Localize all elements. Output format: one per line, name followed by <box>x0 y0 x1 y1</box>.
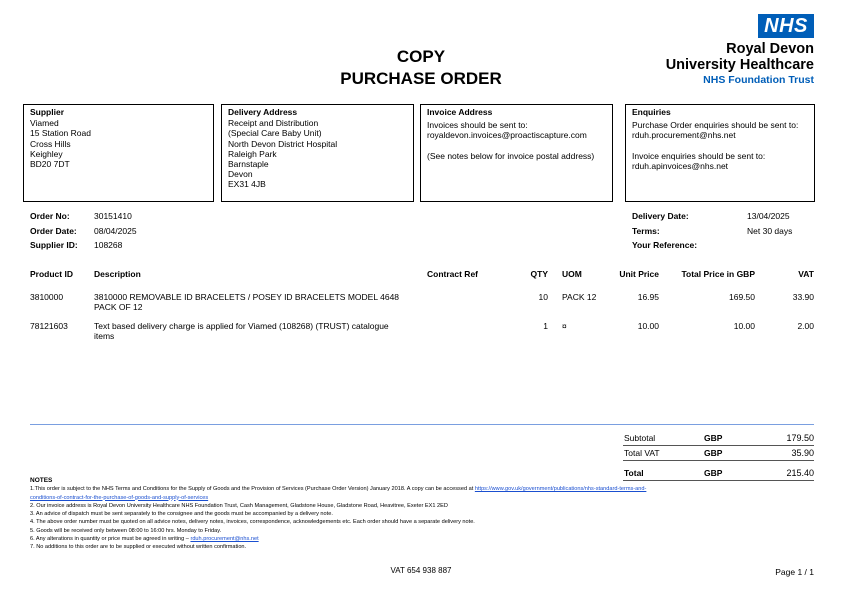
supplier-box <box>23 104 214 202</box>
col-header-uom: UOM <box>562 269 582 279</box>
total-value: 215.40 <box>786 468 814 478</box>
row1-description-line1: 3810000 REMOVABLE ID BRACELETS / POSEY ID BRACELETS MODEL 4648 <box>94 292 400 302</box>
org-name-line1: Royal Devon <box>726 41 814 57</box>
total-vat-label: Total VAT <box>624 448 660 458</box>
terms-label: Terms: <box>632 226 660 236</box>
note-1 <box>30 485 814 502</box>
row2-product-id: 78121603 <box>30 321 68 331</box>
col-header-description: Description <box>94 269 141 279</box>
apinvoices-email-link[interactable]: rduh.apinvoices@nhs.net <box>632 160 729 171</box>
row2-description-line1: Text based delivery charge is applied for Viamed (108268) (TRUST) catalogue <box>94 321 389 331</box>
supplier-id-value: 108268 <box>94 240 123 250</box>
row2-qty: 1 <box>543 321 548 331</box>
row1-description <box>94 292 424 312</box>
row2-description <box>94 321 424 341</box>
col-header-contract-ref: Contract Ref <box>427 269 479 279</box>
delivery-date-label: Delivery Date: <box>632 211 689 221</box>
invoice-address-line: Invoices should be sent to: <box>427 120 528 131</box>
row1-unit-price: 16.95 <box>637 292 659 302</box>
enquiries-line: Purchase Order enquiries should be sent to: <box>632 120 799 131</box>
delivery-address-line: EX31 4JB <box>228 179 266 190</box>
procurement-email-link-note[interactable]: rduh.procurement@nhs.net <box>190 536 259 543</box>
col-header-vat: VAT <box>798 269 814 279</box>
subtotal-rule <box>623 445 814 446</box>
total-vat-value: 35.90 <box>791 448 814 458</box>
order-date-value: 08/04/2025 <box>94 226 137 236</box>
row2-uom: ¤ <box>562 321 567 331</box>
row2-description-line2: items <box>94 331 115 341</box>
note-4: 4. The above order number must be quoted on all advice notes, delivery notes, invoices, correspondence, acknowledgements etc. Each order should have a separate delivery note. <box>30 519 475 526</box>
document-title: PURCHASE ORDER <box>340 69 502 88</box>
notes-heading: NOTES <box>30 477 53 484</box>
supplier-heading: Supplier <box>30 107 65 117</box>
subtotal-currency: GBP <box>704 433 723 443</box>
invoice-address-line: (See notes below for invoice postal address) <box>427 150 595 161</box>
supplier-line: Cross Hills <box>30 138 71 149</box>
total-label: Total <box>624 468 644 478</box>
note-5: 5. Goods will be received only between 08:00 to 16:00 hrs. Monday to Friday. <box>30 527 222 534</box>
nhs-logo-badge: NHS <box>758 14 814 38</box>
delivery-address-heading: Delivery Address <box>228 107 298 117</box>
col-header-qty: QTY <box>530 269 548 279</box>
row2-vat: 2.00 <box>797 321 814 331</box>
delivery-address-line: Barnstaple <box>228 159 269 170</box>
enquiries-heading: Enquiries <box>632 107 671 117</box>
terms-link[interactable]: https://www.gov.uk/government/publications/nhs-standard-terms-and- <box>474 486 647 493</box>
order-no-value: 30151410 <box>94 211 132 221</box>
table-separator <box>30 424 814 425</box>
delivery-address-line: Raleigh Park <box>228 148 277 159</box>
row2-total-price: 10.00 <box>733 321 755 331</box>
subtotal-value: 179.50 <box>786 433 814 443</box>
total-vat-currency: GBP <box>704 448 723 458</box>
supplier-line: BD20 7DT <box>30 159 70 170</box>
invoice-address-line <box>427 141 606 151</box>
supplier-id-label: Supplier ID: <box>30 240 78 250</box>
row1-qty: 10 <box>538 292 548 302</box>
vat-number: VAT 654 938 887 <box>390 566 452 575</box>
page-number: Page 1 / 1 <box>775 567 814 577</box>
enquiries-line <box>632 141 808 151</box>
delivery-address-line: (Special Care Baby Unit) <box>228 128 322 139</box>
copy-label: COPY <box>396 47 446 66</box>
total-currency: GBP <box>704 468 723 478</box>
note-2: 2. Our invoice address is Royal Devon University Healthcare NHS Foundation Trust, Cash Management, Gladstone House, Gladstone Road, Heavitree, Exeter EX1 2ED <box>30 502 448 509</box>
delivery-address-line: North Devon District Hospital <box>228 138 338 149</box>
note-3: 3. An advice of dispatch must be sent separately to the consignee and the goods must be accompanied by a delivery note. <box>30 511 333 518</box>
invoice-address-box <box>420 104 613 202</box>
row1-description-line2: PACK OF 12 <box>94 302 143 312</box>
supplier-line: 15 Station Road <box>30 128 91 139</box>
terms-value: Net 30 days <box>747 226 793 236</box>
subtotal-label: Subtotal <box>624 433 656 443</box>
note-7: 7. No additions to this order are to be supplied or executed without written confirmation. <box>30 544 247 551</box>
row1-product-id: 3810000 <box>30 292 64 302</box>
row1-uom: PACK 12 <box>562 292 597 302</box>
org-name-line3: NHS Foundation Trust <box>703 74 814 86</box>
col-header-product-id: Product ID <box>30 269 73 279</box>
delivery-address-line: Devon <box>228 169 253 180</box>
invoice-address-heading: Invoice Address <box>427 107 493 117</box>
delivery-address-line: Receipt and Distribution <box>228 118 319 129</box>
enquiries-line: Invoice enquiries should be sent to: <box>632 150 766 161</box>
notes-section <box>30 477 814 552</box>
note-1-text: 1.This order is subject to the NHS Terms and Conditions for the Supply of Goods and the Provision of Services (Purchase Order Version) January 2018. A copy can be accessed at <box>30 486 475 493</box>
org-name-line2: University Healthcare <box>665 57 814 73</box>
terms-link-continued[interactable]: conditions-of-contract-for-the-purchase-of-goods-and-supply-of-services <box>30 494 209 501</box>
supplier-line: Viamed <box>30 118 59 129</box>
note-6 <box>30 535 814 543</box>
supplier-line: Keighley <box>30 148 63 159</box>
order-no-label: Order No: <box>30 211 70 221</box>
row2-unit-price: 10.00 <box>637 321 659 331</box>
delivery-address-box <box>221 104 414 202</box>
your-reference-label: Your Reference: <box>632 240 698 250</box>
note-6-text: 6. Any alterations in quantity or price must be agreed in writing – <box>30 536 191 543</box>
enquiries-box <box>625 104 815 202</box>
col-header-total-price: Total Price in GBP <box>681 269 755 279</box>
row1-total-price: 169.50 <box>729 292 755 302</box>
col-header-unit-price: Unit Price <box>619 269 659 279</box>
delivery-date-value: 13/04/2025 <box>747 211 790 221</box>
procurement-email-link[interactable]: rduh.procurement@nhs.net <box>632 130 736 141</box>
invoice-email-link[interactable]: royaldevon.invoices@proactiscapture.com <box>427 130 587 141</box>
order-date-label: Order Date: <box>30 226 77 236</box>
total-vat-rule <box>623 460 814 461</box>
row1-vat: 33.90 <box>792 292 814 302</box>
